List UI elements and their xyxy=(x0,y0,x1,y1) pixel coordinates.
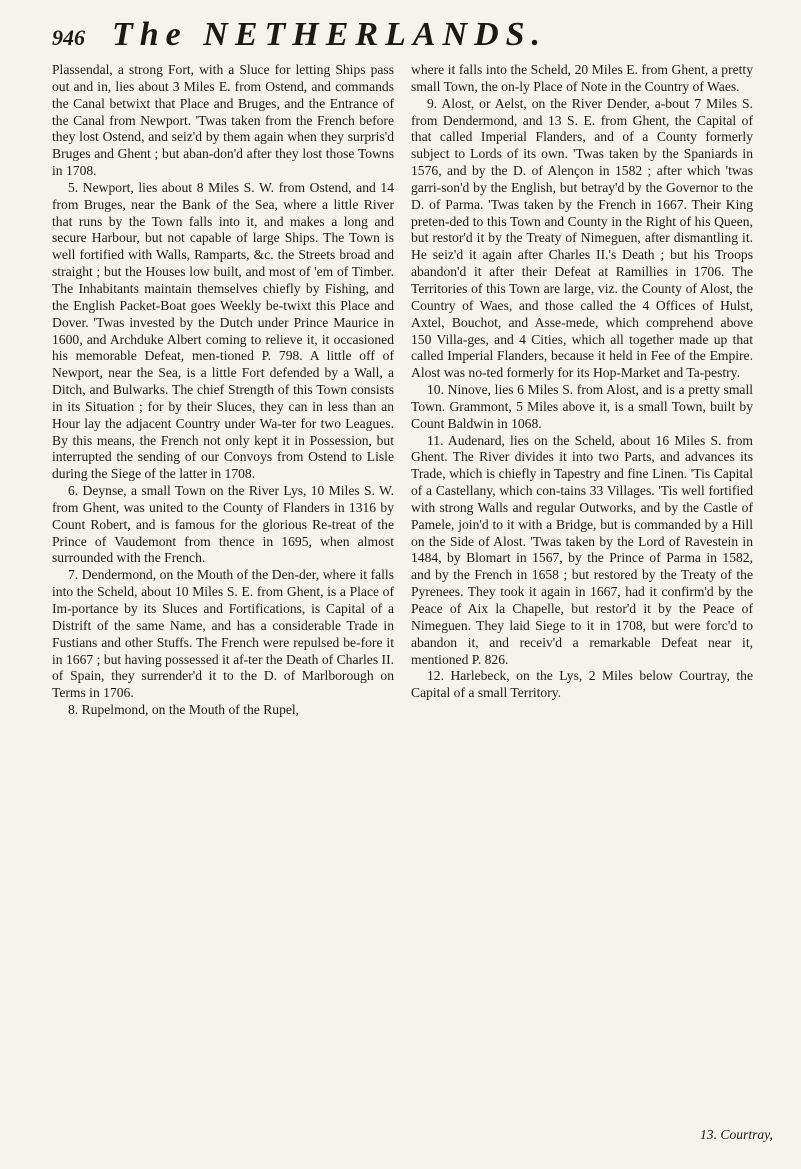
running-title: The NETHERLANDS. xyxy=(112,16,548,53)
paragraph: Plassendal, a strong Fort, with a Sluce for letting Ships pass out and in, lies about 3 Miles E. from Ostend, and commands the Canal betwixt that Place and Bruges, and the Entrance of the Canal from Newport. 'Twas taken from the French before they lost Ostend, and seiz'd by them again when they surpris'd Bruges and Ghent ; but aban-don'd after they lost those Towns in 1708. xyxy=(52,62,394,179)
paragraph: 6. Deynse, a small Town on the River Lys, 10 Miles S. W. from Ghent, was united to the County of Flanders in 1316 by Count Robert, and is famous for the glorious Re-treat of the Prince of Vaudemont from thence in 1695, when almost surrounded with the French. xyxy=(52,483,394,566)
page-number: 946 xyxy=(52,25,85,50)
catchword: 13. Courtray, xyxy=(700,1127,773,1142)
paragraph: 8. Rupelmond, on the Mouth of the Rupel, xyxy=(68,702,300,718)
page-header xyxy=(52,18,792,60)
paragraph: 9. Alost, or Aelst, on the River Dender, a-bout 7 Miles S. from Dendermond, and 13 S. E. from Ghent, the Capital of that called Imperial Flanders, and of a County formerly subject to Lords of its own. 'Twas taken by the Spaniards in 1576, and by the D. of Alençon in 1582 ; after which 'twas garri-son'd by the English, but betray'd by the Governor to the D. of Parma. 'Twas taken by the French in 1667. Their King preten-ded to this Town and County in the Right of his Queen, but restor'd it by the Treaty of Nimeguen, after dismantling it. He seiz'd it again after Charles II.'s Death ; but his Troops abandon'd it after their Defeat at Ramillies in 1706. The Territories of this Town are large, viz. the County of Alost, the Country of Waes, and those called the 4 Offices of Hulst, Axtel, Bouchot, and Asse-mede, which comprehend above 150 Villa-ges, and 4 Cities, which all together made up that called Imperial Flanders, because it held in Fee of the Empire. Alost was no-ted formerly for its Hop-Market and Ta-pestry. xyxy=(411,95,753,381)
right-column xyxy=(411,62,753,702)
paragraph: where it falls into the Scheld, 20 Miles E. from Ghent, a pretty small Town, the on-ly Place of Note in the Country of Waes. xyxy=(411,62,753,94)
left-column xyxy=(52,62,394,719)
paragraph: 10. Ninove, lies 6 Miles S. from Alost, and is a pretty small Town. Grammont, 5 Miles above it, is a small Town, built by Count Baldwin in 1068. xyxy=(411,382,753,431)
paragraph: 7. Dendermond, on the Mouth of the Den-der, where it falls into the Scheld, about 10 Miles S. E. from Ghent, is a Place of Im-portance by its Sluces and Fortifications, is Capital of a Distrift of the same Name, and has a considerable Trade in Fustians and other Stuffs. The French were repulsed be-fore it in 1667 ; but having possessed it af-ter the Death of Charles II. of Spain, they surrender'd it to the D. of Marlborough on Terms in 1706. xyxy=(52,567,394,701)
paragraph: 12. Harlebeck, on the Lys, 2 Miles below Courtray, the Capital of a small Territory. xyxy=(411,668,753,701)
paragraph: 5. Newport, lies about 8 Miles S. W. from Ostend, and 14 from Bruges, near the Bank of the Sea, where a little River that runs by the Town falls into it, and makes a long and secure Harbour, but not capable of large Ships. The Town is well fortified with Walls, Ramparts, &c. the Streets broad and straight ; but the Houses low built, and most of 'em of Timber. The Inhabitants maintain themselves chiefly by Fishing, and the English Packet-Boat goes Weekly be-twixt this Place and Dover. 'Twas invested by the Dutch under Prince Maurice in 1600, and Archduke Albert coming to relieve it, it occasioned his memorable Defeat, men-tioned P. 798. A little off of Newport, near the Sea, is a little Fort defended by a Wall, a Ditch, and Bulwarks. The chief Strength of this Town consists in its Situation ; for by their Sluces, they can in less than an Hour lay the adjacent Country under Wa-ter for two Leagues. By this means, the French not only kept it in Possession, but interrupted the sending of our Convoys from Ostend to Lisle during the Siege of the latter in 1708. xyxy=(52,179,394,482)
paragraph: 11. Audenard, lies on the Scheld, about 16 Miles S. from Ghent. The River divides it into two Parts, and advances its Trade, which is chiefly in Tapestry and fine Linen. 'Tis Capital of a Castellany, which con-tains 33 Villages. 'Tis well fortified with strong Walls and regular Outworks, and by the Castle of Pamele, join'd to it with a Bridge, but is commanded by a Hill on the Side of Alost. 'Twas taken by the Lord of Ravestein in 1484, by Blomart in 1567, by the Prince of Parma in 1582, and by the French in 1658 ; but restored by the Treaty of the Pyrenees. They took it again in 1667, had it confirm'd by the Peace of Aix la Chapelle, but restor'd it by the Peace of Nimeguen. They laid Siege to it in 1708, but were forc'd to abandon it, and receiv'd a remarkable Defeat near it, mentioned P. 826. xyxy=(411,432,753,667)
